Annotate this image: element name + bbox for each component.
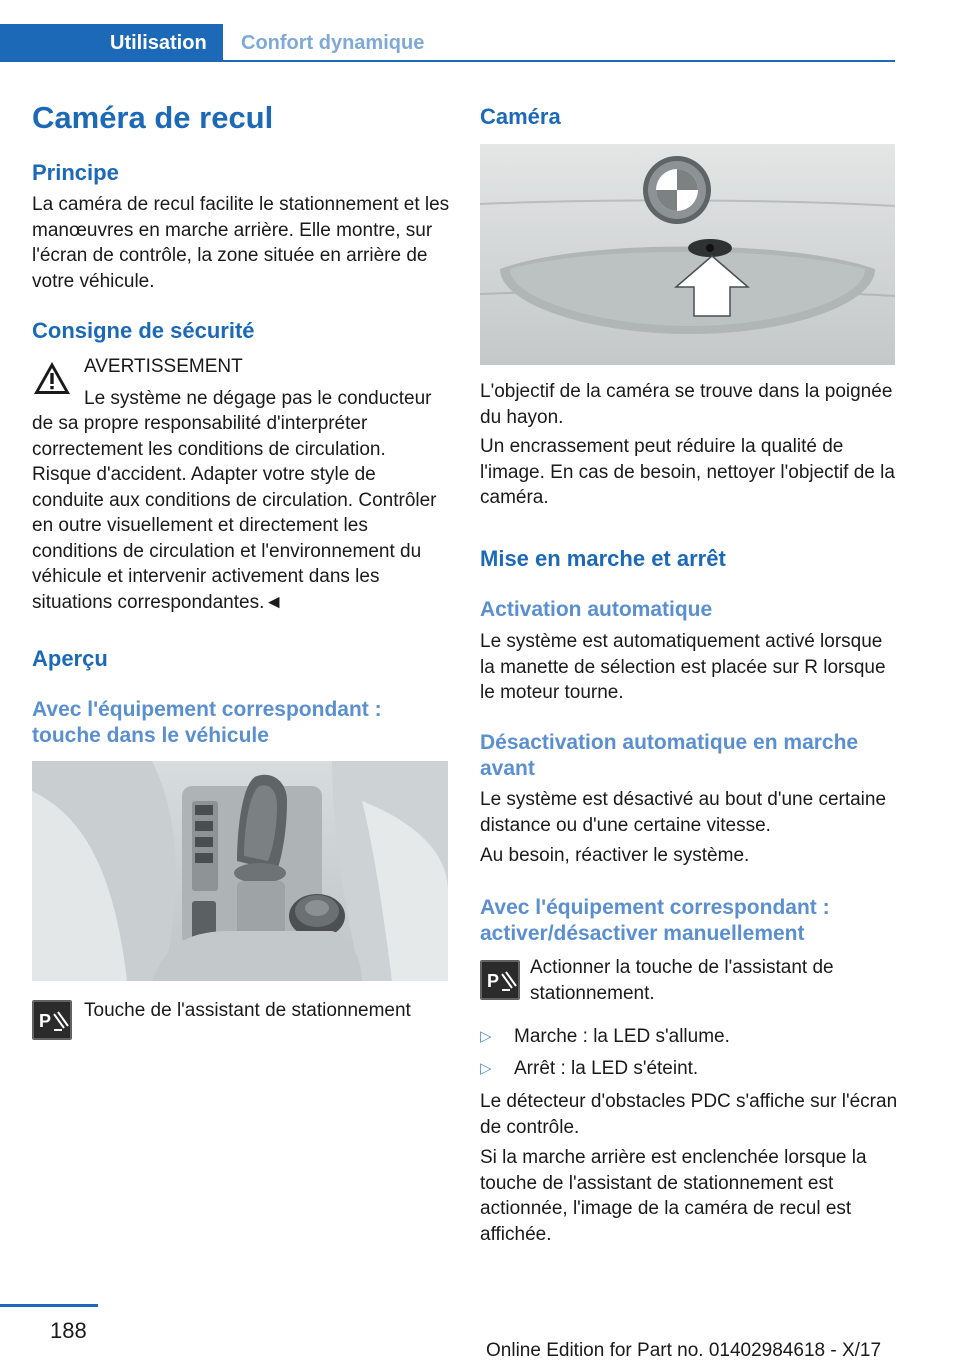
tab-confort-dynamique[interactable]: Confort dynamique <box>241 32 425 54</box>
list-item: ▷ Arrêt : la LED s'éteint. <box>480 1058 699 1079</box>
subheading-equipment-button: Avec l'équipement correspondant : touche dans le véhicule <box>32 698 382 747</box>
svg-text:P: P <box>487 971 500 991</box>
subheading-manual: Avec l'équipement correspondant : activer/désactiver manuellement <box>480 896 830 945</box>
park-assist-button-icon <box>32 1000 72 1040</box>
auto-activation-text: Le système est automatiquement activé lorsque la manette de sélection est placée sur R lorsque le moteur tourne. <box>480 631 886 703</box>
manual-text: Actionner la touche de l'assistant de stationnement. <box>530 957 834 1004</box>
bullet-triangle-icon: ▷ <box>480 1028 492 1045</box>
reverse-text: Si la marche arrière est enclenchée lorsque la touche de l'assistant de stationnement est actionnée, l'image de la caméra de recul est affichée. <box>480 1147 867 1245</box>
page-number: 188 <box>50 1318 87 1343</box>
svg-text:P: P <box>39 1011 52 1031</box>
pdc-text: Le détecteur d'obstacles PDC s'affiche sur l'écran de contrôle. <box>480 1091 898 1138</box>
button-caption: Touche de l'assistant de stationnement <box>84 1000 411 1021</box>
list-item: ▷ Marche : la LED s'allume. <box>480 1026 730 1047</box>
camera-text-2: Un encrassement peut réduire la qualité de l'image. En cas de besoin, nettoyer l'objectif de la caméra. <box>480 436 895 508</box>
section-heading-principe: Principe <box>32 160 119 185</box>
section-heading-apercu: Aperçu <box>32 646 108 671</box>
subheading-auto-activation: Activation automatique <box>480 598 713 621</box>
auto-deactivation-text: Le système est désactivé au bout d'une certaine distance ou d'une certaine vitesse. <box>480 789 887 836</box>
subheading-auto-deactivation: Désactivation automatique en marche avant <box>480 731 859 780</box>
warning-triangle-icon <box>32 359 72 397</box>
principe-text: La caméra de recul facilite le stationnement et les manœuvres en marche arrière. Elle montre, sur l'écran de contrôle, la zone située en arrière de votre véhicule. <box>32 194 450 292</box>
section-heading-on-off: Mise en marche et arrêt <box>480 546 726 571</box>
warning-text-first-line: Le système ne dégage pas le conducteur <box>84 388 432 409</box>
camera-text-1: L'objectif de la caméra se trouve dans la poignée du hayon. <box>480 381 893 428</box>
tailgate-camera-photo <box>480 144 895 365</box>
park-assist-button-icon <box>480 960 520 1000</box>
chapter-header <box>0 24 895 62</box>
section-heading-safety: Consigne de sécurité <box>32 318 255 343</box>
footer-rule <box>0 1304 98 1307</box>
warning-label: AVERTISSEMENT <box>84 356 243 377</box>
edition-note: Online Edition for Part no. 01402984618 - X/17 <box>486 1340 882 1361</box>
section-heading-camera: Caméra <box>480 104 561 129</box>
bullet-triangle-icon: ▷ <box>480 1060 492 1077</box>
reactivate-text: Au besoin, réactiver le système. <box>480 845 750 866</box>
warning-text: de sa propre responsabilité d'interpréter correctement les conditions de circulation. Risque d'accident. Adapter votre style de conduite aux conditions de circulation. Contrôler en outre visuellement et directement les conditions de circulation et l'environnement du véhicule et intervenir activement dans les situations correspondantes.◄ <box>32 413 437 613</box>
center-console-photo <box>32 761 448 981</box>
tab-utilisation[interactable]: Utilisation <box>0 24 223 62</box>
page-title: Caméra de recul <box>32 100 274 135</box>
